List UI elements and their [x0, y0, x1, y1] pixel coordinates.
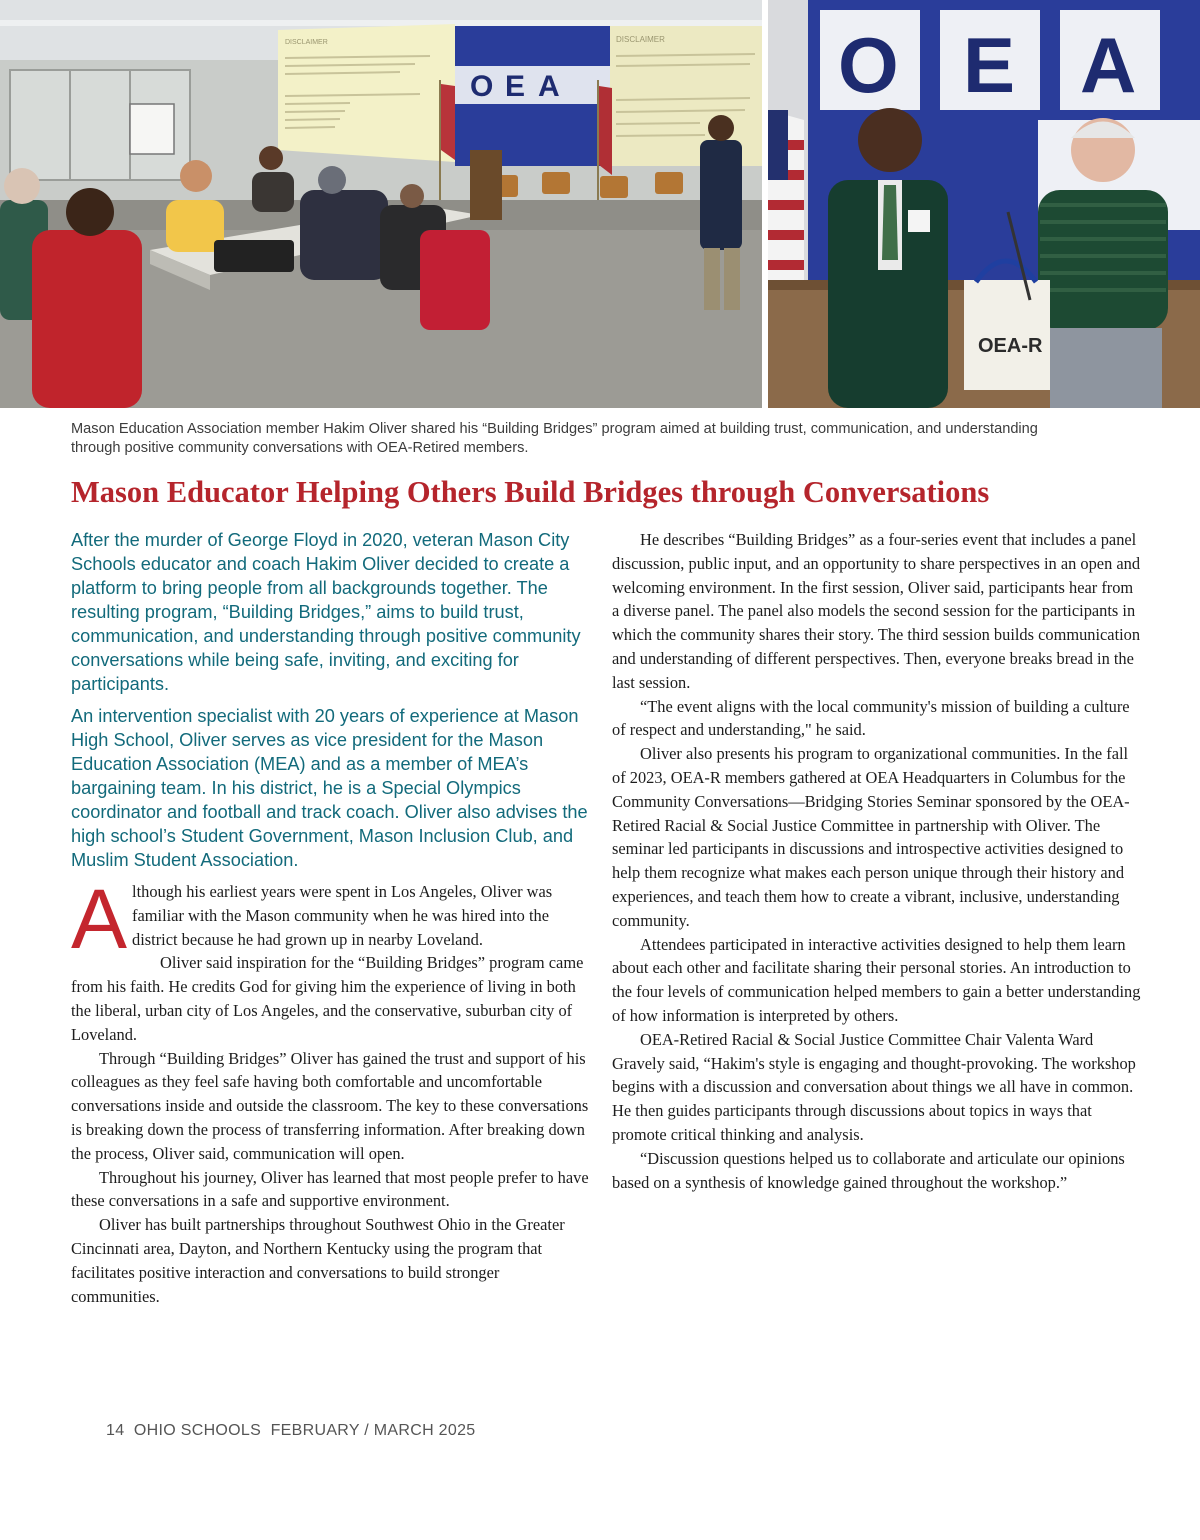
body-right-paragraph-4: Attendees participated in interactive activities designed to help them learn about each other and facilitate sharing their personal stories. An introduction to the four levels of communication helped members to gain a better understanding of how information is interpreted by others. [612, 934, 1141, 1025]
sign-letter-a: A [538, 70, 560, 103]
body-right-paragraph-3: Oliver also presents his program to organizational communities. In the fall of 2023, OEA-R members gathered at OEA Headquarters in Columbus for the Community Conversations—Bridging Stories Seminar sponsored by the OEA-Retired Racial & Social Justice Committee in partnership with Oliver. The seminar led participants in discussions and introspective activities designed to help them recognize what makes each person unique through their history and experiences, and teach them how to create a vibrant, inclusive, understanding community. [612, 744, 1130, 930]
caption-line-2: through positive community conversations with OEA-Retired members. [71, 440, 529, 456]
body-right-paragraph-5: OEA-Retired Racial & Social Justice Committee Chair Valenta Ward Gravely said, “Hakim's style is engaging and thought-provoking. The workshop begins with a discussion and conversation about things we all have in common. He then guides participants through discussions about topics in ways that promote critical thinking and analysis. [612, 1029, 1136, 1144]
sign-letter-o: O [470, 70, 494, 103]
sign-letter-e: E [963, 21, 1016, 109]
bag-logo: OEA-R [978, 335, 1043, 357]
body-paragraph-1 [71, 872, 591, 966]
sign-letter-o: O [838, 21, 899, 109]
intro-deck [71, 528, 591, 872]
drop-cap: A [71, 872, 128, 966]
intro-paragraph-1: After the murder of George Floyd in 2020, veteran Mason City Schools educator and coach Hakim Oliver decided to create a platform to bring people from all backgrounds together. The resulting program, “Building Bridges,” aims to build trust, communication, and understanding through positive community conversations while being safe, inviting, and exciting for participants. [71, 530, 581, 694]
screen-right-title: DISCLAIMER [616, 35, 665, 44]
body-paragraph-2: Oliver said inspiration for the “Building Bridges” program came from his faith. He credits God for giving him the experience of living in both the liberal, urban city of Los Angeles, and the conservative, suburban city of Loveland. [71, 953, 584, 1044]
publication-name: OHIO SCHOOLS [133, 1422, 262, 1439]
page-number: 14 [106, 1422, 125, 1439]
body-paragraph-1-text: lthough his earliest years were spent in Los Angeles, Oliver was familiar with the Mason community when he was hired into the district because he had grown up in nearby Loveland. [132, 882, 553, 949]
left-column [71, 528, 591, 1308]
body-paragraph-4: Throughout his journey, Oliver has learned that most people prefer to have these conversations in a safe and supportive environment. [71, 1167, 589, 1211]
article-headline: Mason Educator Helping Others Build Bridges through Conversations [71, 475, 990, 509]
award-photo [768, 0, 1200, 408]
workshop-photo [0, 0, 762, 408]
sign-letter-e: E [505, 70, 526, 103]
intro-paragraph-2: An intervention specialist with 20 years of experience at Mason High School, Oliver serves as vice president for the Mason Education Association (MEA) and as a member of MEA’s bargaining team. In his district, he is a Special Olympics coordinator and football and track coach. Oliver also advises the high school’s Student Government, Mason Inclusion Club, and Muslim Student Association. [71, 706, 588, 870]
caption-line-1: Mason Education Association member Hakim Oliver shared his “Building Bridges” program aimed at building trust, communication, and understanding [71, 421, 1038, 437]
body-right-paragraph-1: He describes “Building Bridges” as a four-series event that includes a panel discussion, public input, and an opportunity to share perspectives in an open and welcoming environment. In the first session, Oliver said, participants hear from a diverse panel. The panel also models the second session for the participants in which the community shares their story. The third session builds communication and understanding of different perspectives. Then, everyone breaks bread in the last session. [612, 530, 1141, 692]
screen-left-title: DISCLAIMER [285, 39, 328, 46]
body-paragraph-3: Through “Building Bridges” Oliver has gained the trust and support of his colleagues as they feel safe having both comfortable and uncomfortable conversations inside and outside the classroom. The key to these conversations is breaking down the process of transferring information. After breaking down the process, Oliver said, communication will open. [71, 1048, 589, 1163]
issue-date: FEBRUARY / MARCH 2025 [270, 1422, 476, 1439]
page-footer [106, 1422, 475, 1440]
photo-caption [71, 420, 1141, 458]
sign-letter-a: A [1080, 21, 1137, 109]
body-right [612, 528, 1142, 1194]
body-right-paragraph-6: “Discussion questions helped us to collaborate and articulate our opinions based on a synthesis of knowledge gained throughout the workshop.” [612, 1148, 1125, 1192]
body-right-paragraph-2: “The event aligns with the local community's mission of building a culture of respect and understanding," he said. [612, 696, 1130, 740]
body-paragraph-5: Oliver has built partnerships throughout Southwest Ohio in the Greater Cincinnati area, Dayton, and Northern Kentucky using the program that facilitates positive interaction and conversations to build stronger communities. [71, 1215, 565, 1306]
right-column [612, 528, 1142, 1194]
body-left [71, 872, 591, 1308]
